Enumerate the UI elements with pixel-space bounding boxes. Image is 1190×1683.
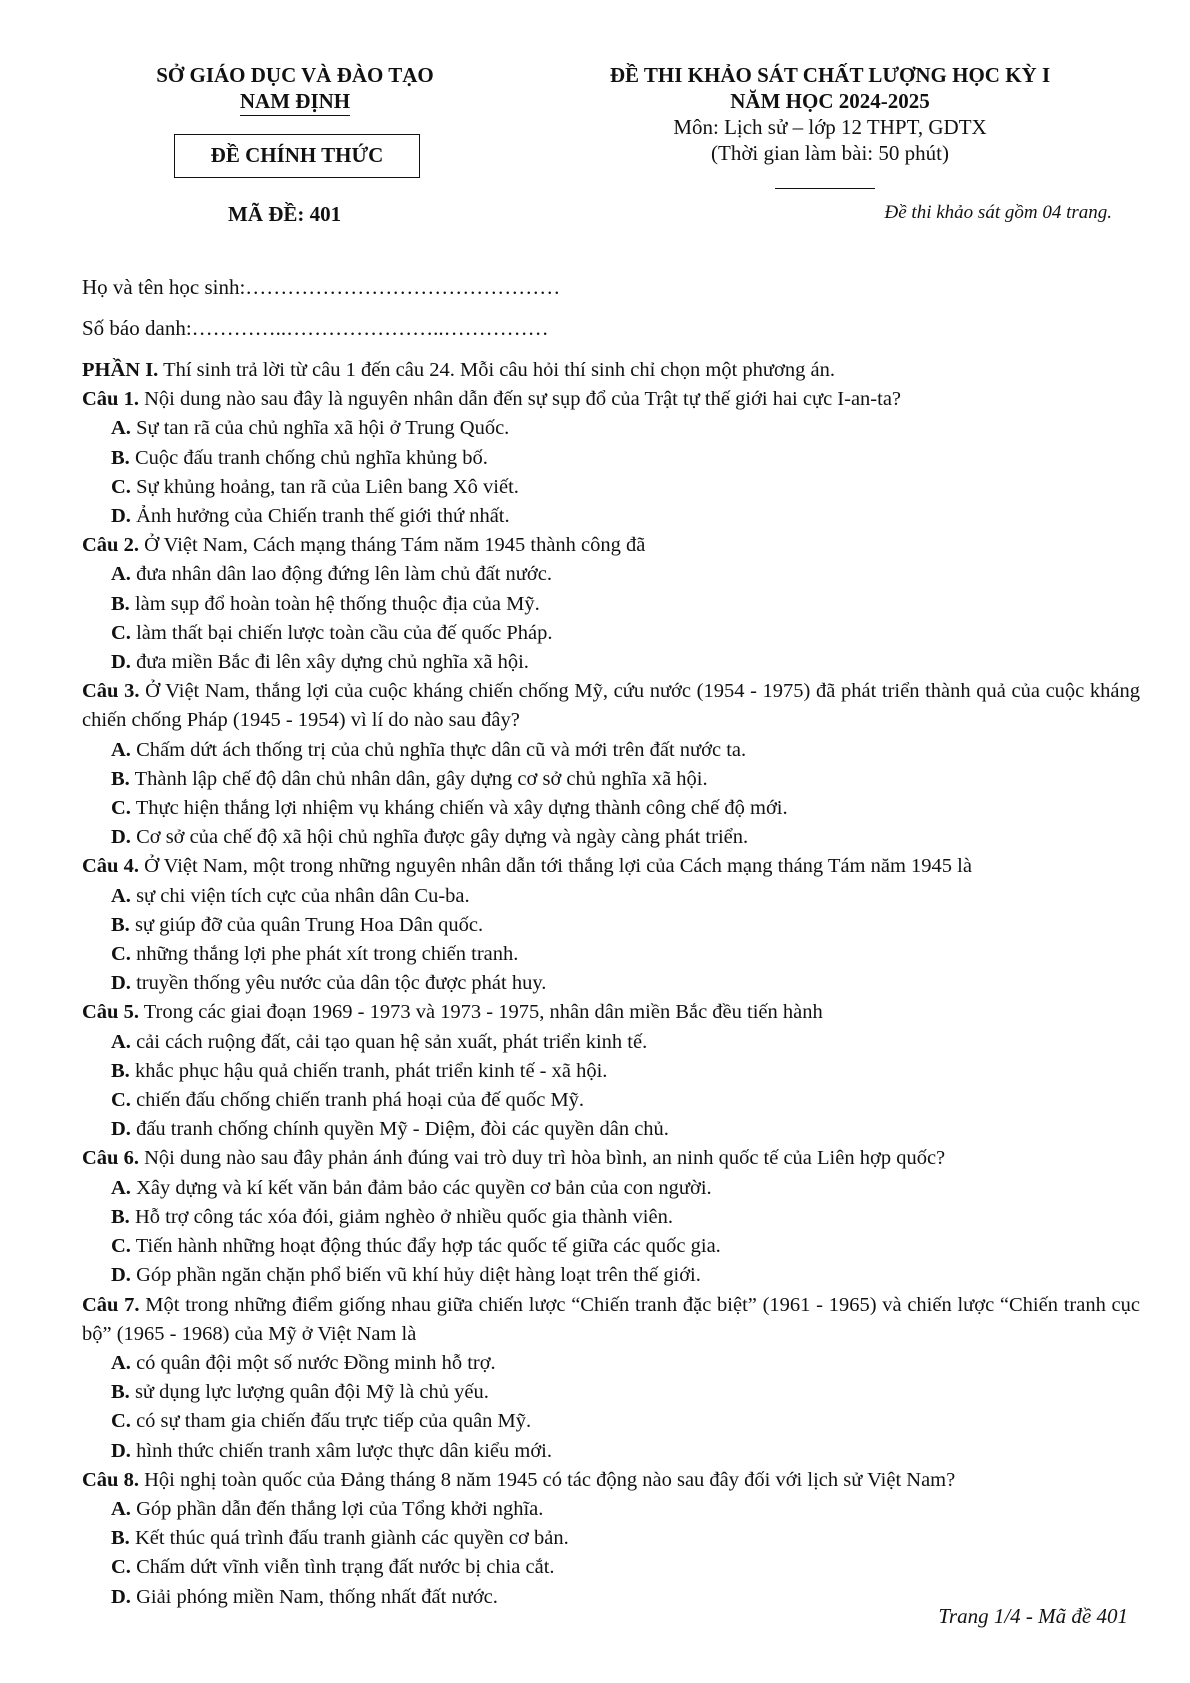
answer-option bbox=[82, 1437, 1140, 1466]
option-text: đấu tranh chống chính quyền Mỹ - Diệm, đòi các quyền dân chủ. bbox=[136, 1118, 669, 1141]
question-4 bbox=[82, 852, 1140, 998]
question-label: Câu 5. bbox=[82, 1001, 139, 1024]
option-key: C. bbox=[111, 475, 131, 498]
question-label: Câu 7. bbox=[82, 1293, 140, 1316]
answer-option bbox=[82, 648, 1140, 677]
option-text: Ảnh hưởng của Chiến tranh thế giới thứ nhất. bbox=[136, 505, 510, 528]
option-text: Giải phóng miền Nam, thống nhất đất nước. bbox=[136, 1585, 498, 1608]
option-key: B. bbox=[111, 592, 130, 615]
answer-option bbox=[82, 590, 1140, 619]
answer-option bbox=[82, 1378, 1140, 1407]
question-text: Ở Việt Nam, một trong những nguyên nhân dẫn tới thắng lợi của Cách mạng tháng Tám năm 1945 là bbox=[144, 855, 972, 878]
answer-option bbox=[82, 882, 1140, 911]
department-name: SỞ GIÁO DỤC VÀ ĐÀO TẠO bbox=[156, 63, 434, 87]
option-text: Cuộc đấu tranh chống chủ nghĩa khủng bố. bbox=[134, 446, 488, 469]
question-7 bbox=[82, 1291, 1140, 1466]
answer-option bbox=[82, 414, 1140, 443]
option-text: cải cách ruộng đất, cải tạo quan hệ sản xuất, phát triển kinh tế. bbox=[136, 1030, 648, 1053]
question-label: Câu 8. bbox=[82, 1468, 139, 1491]
option-key: C. bbox=[111, 621, 131, 644]
answer-option bbox=[82, 794, 1140, 823]
answer-option bbox=[82, 502, 1140, 531]
answer-option bbox=[82, 969, 1140, 998]
option-key: B. bbox=[111, 1381, 130, 1404]
option-text: Xây dựng và kí kết văn bản đảm bảo các quyền cơ bản của con người. bbox=[136, 1176, 712, 1199]
answer-option bbox=[82, 1203, 1140, 1232]
option-text: Góp phần ngăn chặn phổ biến vũ khí hủy diệt hàng loạt trên thế giới. bbox=[136, 1264, 701, 1287]
official-exam-label: ĐỀ CHÍNH THỨC bbox=[174, 134, 420, 178]
option-key: A. bbox=[111, 738, 131, 761]
option-key: A. bbox=[111, 1497, 131, 1520]
option-text: sự giúp đỡ của quân Trung Hoa Dân quốc. bbox=[134, 913, 484, 936]
province-name: NAM ĐỊNH bbox=[240, 88, 350, 116]
question-6 bbox=[82, 1144, 1140, 1290]
option-text: làm sụp đổ hoàn toàn hệ thống thuộc địa của Mỹ. bbox=[134, 592, 540, 615]
option-key: A. bbox=[111, 1176, 131, 1199]
exam-info-block bbox=[560, 62, 1100, 166]
question-text: Trong các giai đoạn 1969 - 1973 và 1973 - 1975, nhân dân miền Bắc đều tiến hành bbox=[143, 1001, 823, 1024]
part-label: PHẦN I. bbox=[82, 359, 159, 381]
option-key: B. bbox=[111, 446, 130, 469]
option-key: D. bbox=[111, 1118, 131, 1141]
student-name-field: Họ và tên học sinh:……………………………………… bbox=[82, 275, 561, 299]
option-text: Cơ sở của chế độ xã hội chủ nghĩa được gây dựng và ngày càng phát triển. bbox=[136, 826, 749, 849]
option-key: C. bbox=[111, 1556, 131, 1579]
part-instruction bbox=[82, 356, 1140, 385]
answer-option bbox=[82, 823, 1140, 852]
option-key: C. bbox=[111, 943, 131, 966]
option-text: đưa miền Bắc đi lên xây dựng chủ nghĩa xã hội. bbox=[136, 651, 529, 674]
option-text: Sự khủng hoảng, tan rã của Liên bang Xô viết. bbox=[136, 475, 519, 498]
answer-option bbox=[82, 736, 1140, 765]
question-label: Câu 3. bbox=[82, 680, 140, 703]
student-id-field: Số báo danh:…………..…………………..…………… bbox=[82, 316, 549, 340]
question-label: Câu 4. bbox=[82, 855, 139, 878]
option-text: chiến đấu chống chiến tranh phá hoại của đế quốc Mỹ. bbox=[136, 1089, 585, 1112]
answer-option bbox=[82, 444, 1140, 473]
option-text: Sự tan rã của chủ nghĩa xã hội ở Trung Quốc. bbox=[136, 417, 510, 440]
answer-option bbox=[82, 1232, 1140, 1261]
question-text: Một trong những điểm giống nhau giữa chiến lược “Chiến tranh đặc biệt” (1961 - 1965) và chiến lược “Chiến tranh cục bộ” (1965 - 1968) của Mỹ ở Việt Nam là bbox=[82, 1293, 1140, 1345]
duration-line: (Thời gian làm bài: 50 phút) bbox=[711, 141, 949, 165]
answer-option bbox=[82, 1407, 1140, 1436]
option-key: B. bbox=[111, 1059, 130, 1082]
question-label: Câu 6. bbox=[82, 1147, 139, 1170]
exam-title: ĐỀ THI KHẢO SÁT CHẤT LƯỢNG HỌC KỲ I bbox=[609, 63, 1051, 87]
part-instruction-text: Thí sinh trả lời từ câu 1 đến câu 24. Mỗi câu hỏi thí sinh chỉ chọn một phương án. bbox=[163, 359, 835, 381]
option-key: D. bbox=[111, 972, 131, 995]
option-key: D. bbox=[111, 826, 131, 849]
option-text: Chấm dứt ách thống trị của chủ nghĩa thực dân cũ và mới trên đất nước ta. bbox=[136, 738, 747, 761]
option-key: C. bbox=[111, 1235, 131, 1258]
exam-content bbox=[82, 356, 1140, 1612]
option-text: Chấm dứt vĩnh viễn tình trạng đất nước bị chia cắt. bbox=[136, 1556, 555, 1579]
question-text: Nội dung nào sau đây phản ánh đúng vai trò duy trì hòa bình, an ninh quốc tế của Liên hợp quốc? bbox=[144, 1147, 946, 1170]
option-key: C. bbox=[111, 797, 131, 820]
option-text: có quân đội một số nước Đồng minh hỗ trợ. bbox=[136, 1351, 496, 1374]
title-underline bbox=[775, 188, 875, 189]
option-text: có sự tham gia chiến đấu trực tiếp của quân Mỹ. bbox=[136, 1410, 532, 1433]
page-count-note: Đề thi khảo sát gồm 04 trang. bbox=[884, 202, 1112, 223]
answer-option bbox=[82, 619, 1140, 648]
subject-line: Môn: Lịch sử – lớp 12 THPT, GDTX bbox=[673, 115, 987, 139]
option-key: A. bbox=[111, 417, 131, 440]
option-key: A. bbox=[111, 1030, 131, 1053]
answer-option bbox=[82, 911, 1140, 940]
option-text: truyền thống yêu nước của dân tộc được phát huy. bbox=[136, 972, 547, 995]
option-key: A. bbox=[111, 563, 131, 586]
question-text: Ở Việt Nam, thắng lợi của cuộc kháng chiến chống Mỹ, cứu nước (1954 - 1975) đã phát triển thành quả của cuộc kháng chiến chống Pháp (1945 - 1954) vì lí do nào sau đây? bbox=[82, 680, 1140, 732]
option-key: D. bbox=[111, 1439, 131, 1462]
answer-option bbox=[82, 1524, 1140, 1553]
question-3 bbox=[82, 677, 1140, 852]
answer-option bbox=[82, 1174, 1140, 1203]
option-key: A. bbox=[111, 1351, 131, 1374]
question-5 bbox=[82, 998, 1140, 1144]
option-text: những thắng lợi phe phát xít trong chiến tranh. bbox=[136, 943, 519, 966]
option-key: C. bbox=[111, 1410, 131, 1433]
option-text: Góp phần dẫn đến thắng lợi của Tổng khởi nghĩa. bbox=[136, 1497, 544, 1520]
option-key: B. bbox=[111, 767, 130, 790]
option-text: Thực hiện thắng lợi nhiệm vụ kháng chiến và xây dựng thành công chế độ mới. bbox=[135, 797, 788, 820]
option-text: Kết thúc quá trình đấu tranh giành các quyền cơ bản. bbox=[134, 1527, 569, 1550]
exam-code: MÃ ĐỀ: 401 bbox=[228, 202, 342, 226]
question-2 bbox=[82, 531, 1140, 677]
option-text: sử dụng lực lượng quân đội Mỹ là chủ yếu. bbox=[134, 1381, 489, 1404]
option-text: khắc phục hậu quả chiến tranh, phát triển kinh tế - xã hội. bbox=[134, 1059, 608, 1082]
answer-option bbox=[82, 1349, 1140, 1378]
option-key: B. bbox=[111, 913, 130, 936]
option-text: sự chi viện tích cực của nhân dân Cu-ba. bbox=[136, 884, 470, 907]
answer-option bbox=[82, 1553, 1140, 1582]
option-text: hình thức chiến tranh xâm lược thực dân kiểu mới. bbox=[136, 1439, 552, 1462]
answer-option bbox=[82, 1115, 1140, 1144]
answer-option bbox=[82, 1495, 1140, 1524]
question-text: Ở Việt Nam, Cách mạng tháng Tám năm 1945 thành công đã bbox=[144, 534, 646, 557]
option-text: Hỗ trợ công tác xóa đói, giảm nghèo ở nhiều quốc gia thành viên. bbox=[134, 1205, 673, 1228]
option-key: B. bbox=[111, 1205, 130, 1228]
page-footer: Trang 1/4 - Mã đề 401 bbox=[938, 1604, 1128, 1628]
option-key: A. bbox=[111, 884, 131, 907]
option-text: làm thất bại chiến lược toàn cầu của đế quốc Pháp. bbox=[136, 621, 553, 644]
option-key: D. bbox=[111, 1585, 131, 1608]
answer-option bbox=[82, 473, 1140, 502]
answer-option bbox=[82, 1057, 1140, 1086]
question-label: Câu 1. bbox=[82, 388, 139, 411]
issuer-block bbox=[110, 62, 480, 116]
question-text: Nội dung nào sau đây là nguyên nhân dẫn đến sự sụp đổ của Trật tự thế giới hai cực I-an-ta? bbox=[144, 388, 902, 411]
option-key: C. bbox=[111, 1089, 131, 1112]
answer-option bbox=[82, 940, 1140, 969]
school-year: NĂM HỌC 2024-2025 bbox=[730, 89, 930, 113]
option-key: B. bbox=[111, 1527, 130, 1550]
answer-option bbox=[82, 560, 1140, 589]
option-key: D. bbox=[111, 1264, 131, 1287]
question-text: Hội nghị toàn quốc của Đảng tháng 8 năm 1945 có tác động nào sau đây đối với lịch sử Việt Nam? bbox=[144, 1468, 956, 1491]
option-key: D. bbox=[111, 651, 131, 674]
question-8 bbox=[82, 1466, 1140, 1612]
answer-option bbox=[82, 1086, 1140, 1115]
answer-option bbox=[82, 1261, 1140, 1290]
question-label: Câu 2. bbox=[82, 534, 139, 557]
answer-option bbox=[82, 1028, 1140, 1057]
option-key: D. bbox=[111, 505, 131, 528]
question-1 bbox=[82, 385, 1140, 531]
answer-option bbox=[82, 765, 1140, 794]
option-text: Thành lập chế độ dân chủ nhân dân, gây dựng cơ sở chủ nghĩa xã hội. bbox=[134, 767, 708, 790]
option-text: đưa nhân dân lao động đứng lên làm chủ đất nước. bbox=[136, 563, 552, 586]
option-text: Tiến hành những hoạt động thúc đẩy hợp tác quốc tế giữa các quốc gia. bbox=[135, 1235, 721, 1258]
